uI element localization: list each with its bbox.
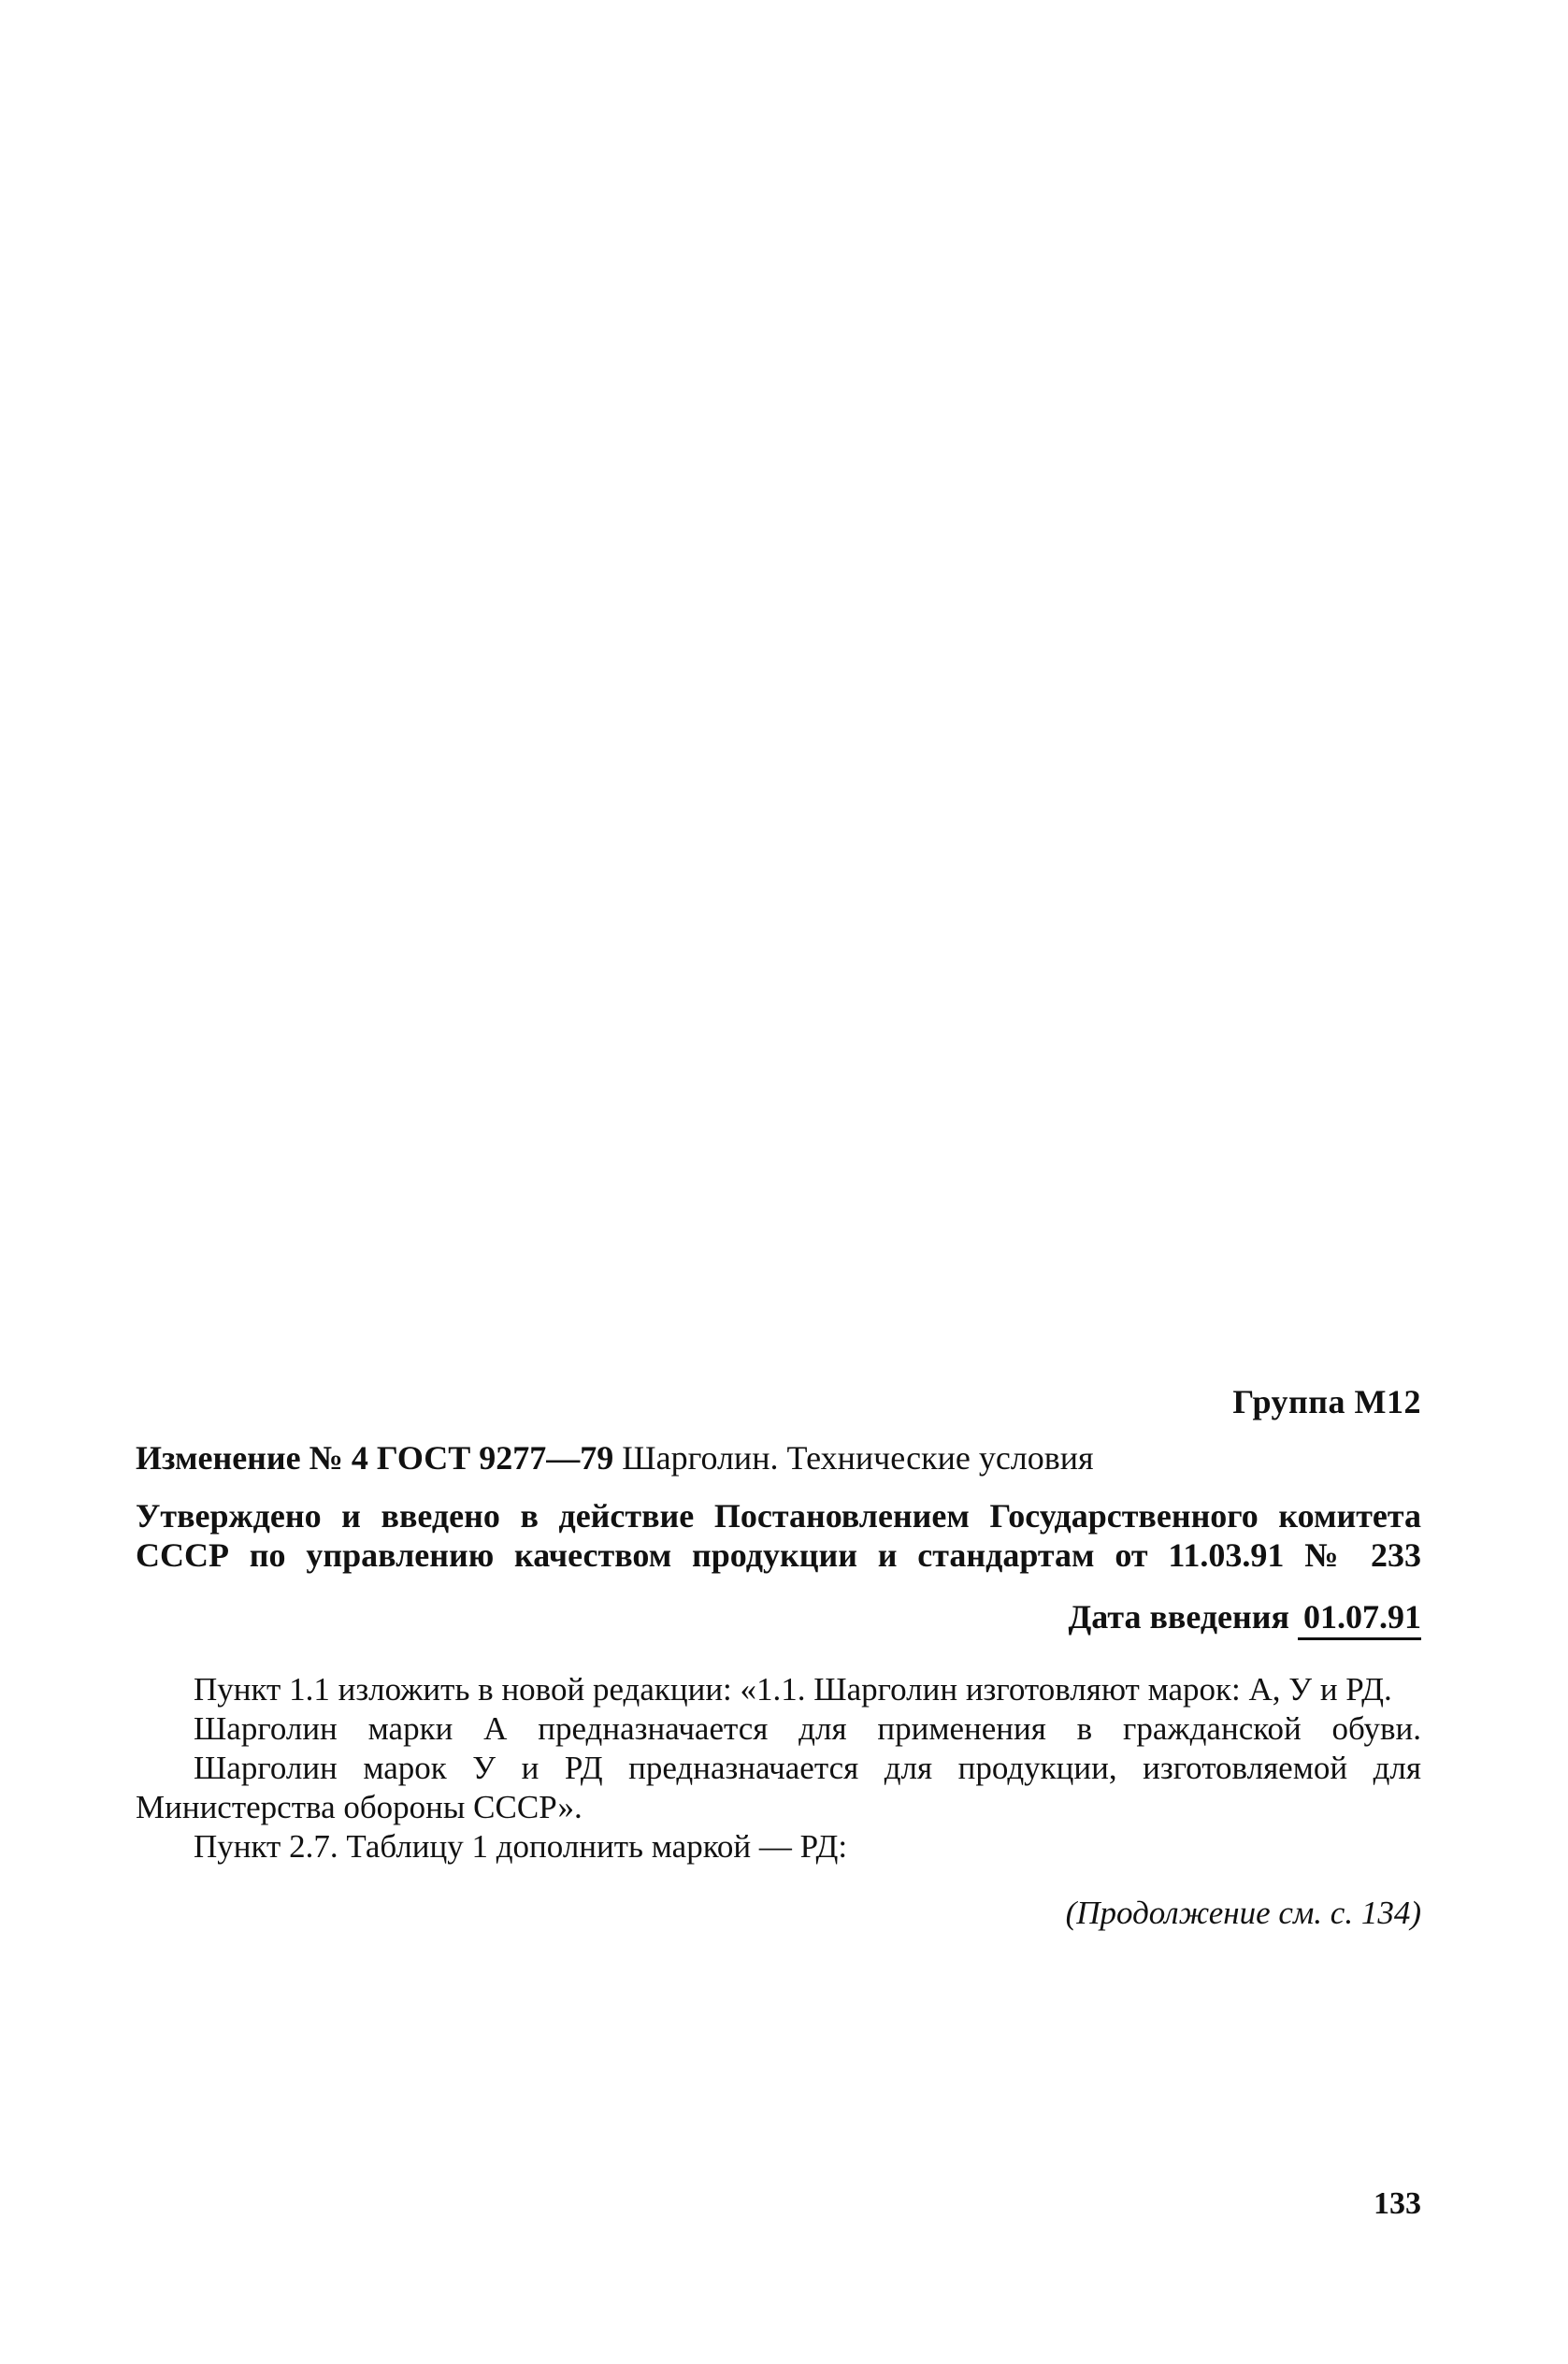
amendment-body xyxy=(136,1670,1421,1867)
introduction-date-label: Дата введения xyxy=(1068,1598,1289,1636)
page-number: 133 xyxy=(1374,2186,1421,2221)
introduction-date xyxy=(1069,1597,1422,1636)
paragraph: Пункт 1.1 изложить в новой редакции: «1.1. Шарголин изготовляют марок: А, У и РД. xyxy=(194,1671,1392,1708)
introduction-date-value: 01.07.91 xyxy=(1298,1598,1421,1640)
title-standard-number: Изменение № 4 ГОСТ 9277—79 xyxy=(136,1439,614,1477)
continuation-note: (Продолжение см. с. 134) xyxy=(1065,1895,1421,1931)
paragraph: Шарголин марки А предназначается для применения в гражданской обуви. xyxy=(194,1710,1421,1747)
group-code: Группа М12 xyxy=(1232,1383,1421,1420)
approval-statement xyxy=(136,1496,1421,1575)
approval-line-1: Утверждено и введено в действие Постановлением Государственного комитета xyxy=(136,1497,1421,1535)
document-title xyxy=(136,1438,1421,1478)
approval-line-2: СССР по управлению качеством продукции и стандартам от 11.03.91 № 233 xyxy=(136,1536,1421,1574)
title-subject: Шарголин. Технические условия xyxy=(622,1439,1094,1477)
paragraph: Шарголин марок У и РД предназначается для продукции, изготовляемой для Министерства обороны СССР». xyxy=(136,1750,1421,1825)
paragraph: Пункт 2.7. Таблицу 1 дополнить маркой — РД: xyxy=(194,1828,848,1865)
